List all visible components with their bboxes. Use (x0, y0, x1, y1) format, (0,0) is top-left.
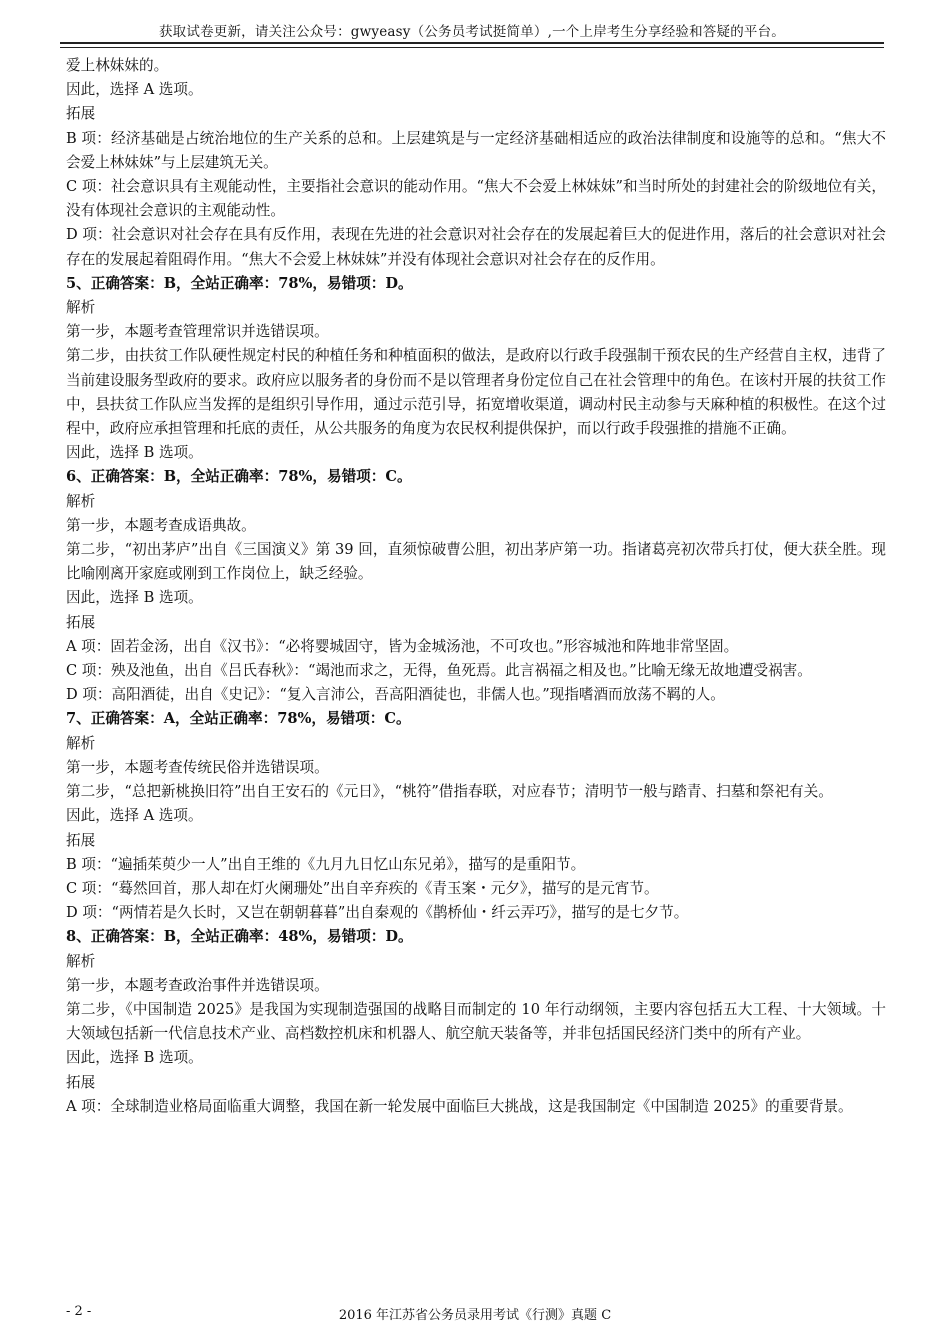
paragraph: 因此，选择 B 选项。 (66, 589, 203, 607)
answer-line-q7: 7、正确答案：A，全站正确率：78%，易错项：C。 (66, 710, 411, 728)
paragraph: 第一步，本题考查传统民俗并选错误项。 (66, 758, 329, 776)
section-label: 解析 (66, 299, 96, 317)
section-label: 拓展 (66, 105, 96, 123)
paragraph: D 项：高阳酒徒，出自《史记》：“复入言沛公，吾高阳酒徒也，非儒人也。”现指嗜酒而放荡不羁的人。 (66, 686, 725, 704)
section-label: 拓展 (66, 1073, 96, 1091)
paragraph: 第一步，本题考查成语典故。 (66, 516, 256, 534)
paragraph: B 项：经济基础是占统治地位的生产关系的总和。上层建筑是与一定经济基础相适应的政治法律制度和设施等的总和。“焦大不会爱上林妹妹”与上层建筑无关。 (66, 129, 886, 171)
paragraph: 第二步，“初出茅庐”出自《三国演义》第 39 回，直须惊破曹公胆，初出茅庐第一功。指诸葛亮初次带兵打仗，便大获全胜。现比喻刚离开家庭或刚到工作岗位上，缺乏经验。 (66, 541, 886, 583)
paragraph: C 项：“蓦然回首，那人却在灯火阑珊处”出自辛弃疾的《青玉案・元夕》，描写的是元宵节。 (66, 879, 659, 897)
section-label: 拓展 (66, 613, 96, 631)
page-number: - 2 - (66, 1304, 92, 1319)
section-label: 拓展 (66, 831, 96, 849)
document-body (66, 54, 886, 1119)
paragraph: 因此，选择 B 选项。 (66, 444, 203, 462)
answer-line-q6: 6、正确答案：B，全站正确率：78%，易错项：C。 (66, 468, 412, 486)
section-label: 解析 (66, 952, 96, 970)
header-rule-thin (60, 47, 884, 48)
paragraph: B 项：“遍插茱萸少一人”出自王维的《九月九日忆山东兄弟》，描写的是重阳节。 (66, 855, 586, 873)
paragraph: A 项：固若金汤，出自《汉书》：“必将婴城固守，皆为金城汤池，不可攻也。”形容城池和阵地非常坚固。 (66, 637, 739, 655)
paragraph: 因此，选择 A 选项。 (66, 807, 203, 825)
paragraph: 因此，选择 A 选项。 (66, 81, 203, 99)
header-rule-thick (60, 42, 884, 44)
section-label: 解析 (66, 492, 96, 510)
paragraph: 第一步，本题考查政治事件并选错误项。 (66, 976, 329, 994)
page-footer (66, 1304, 884, 1324)
paragraph: 因此，选择 B 选项。 (66, 1049, 203, 1067)
paragraph: 第二步，《中国制造 2025》是我国为实现制造强国的战略目而制定的 10 年行动纲领，主要内容包括五大工程、十大领域。十大领域包括新一代信息技术产业、高档数控机床和机器人、航空航天装备等，并非包括国民经济门类中的所有产业。 (66, 1000, 886, 1043)
paragraph: 第二步，由扶贫工作队硬性规定村民的种植任务和种植面积的做法，是政府以行政手段强制干预农民的生产经营自主权，违背了当前建设服务型政府的要求。政府应以服务者的身份而不是以管理者身份定位自己在社会管理中的角色。在该村开展的扶贫工作中，县扶贫工作队应当发挥的是组织引导作用，通过示范引导，拓宽增收渠道，调动村民主动参与天麻种植的积极性。在这个过程中，政府应承担管理和托底的责任，从公共服务的角度为农民权利提供保护，而以行政手段强推的措施不正确。 (66, 347, 886, 438)
section-label: 解析 (66, 734, 96, 752)
paragraph: C 项：社会意识具有主观能动性，主要指社会意识的能动作用。“焦大不会爱上林妹妹”和当时所处的封建社会的阶级地位有关，没有体现社会意识的主观能动性。 (66, 178, 886, 220)
page-header: 获取试卷更新，请关注公众号：gwyeasy（公务员考试挺简单）,一个上岸考生分享经验和答疑的平台。 (158, 24, 785, 40)
answer-line-q5: 5、正确答案：B，全站正确率：78%，易错项：D。 (66, 274, 413, 292)
paragraph: 第一步，本题考查管理常识并选错误项。 (66, 323, 329, 341)
paragraph: A 项：全球制造业格局面临重大调整，我国在新一轮发展中面临巨大挑战，这是我国制定《中国制造 2025》的重要背景。 (66, 1097, 853, 1115)
paragraph: 爱上林妹妹的。 (66, 57, 169, 74)
paragraph: D 项：社会意识对社会存在具有反作用，表现在先进的社会意识对社会存在的发展起着巨大的促进作用，落后的社会意识对社会存在的发展起着阻碍作用。“焦大不会爱上林妹妹”并没有体现社会意识对社会存在的反作用。 (66, 226, 886, 268)
footer-title: 2016 年江苏省公务员录用考试《行测》真题 C (338, 1308, 612, 1323)
answer-line-q8: 8、正确答案：B，全站正确率：48%，易错项：D。 (66, 928, 413, 946)
paragraph: C 项：殃及池鱼，出自《吕氏春秋》：“竭池而求之，无得，鱼死焉。此言祸福之相及也。”比喻无缘无故地遭受祸害。 (66, 662, 812, 680)
paragraph: D 项：“两情若是久长时，又岂在朝朝暮暮”出自秦观的《鹊桥仙・纤云弄巧》，描写的是七夕节。 (66, 904, 689, 922)
paragraph: 第二步，“总把新桃换旧符”出自王安石的《元日》，“桃符”借指春联，对应春节；清明节一般与踏青、扫墓和祭祀有关。 (66, 783, 833, 801)
